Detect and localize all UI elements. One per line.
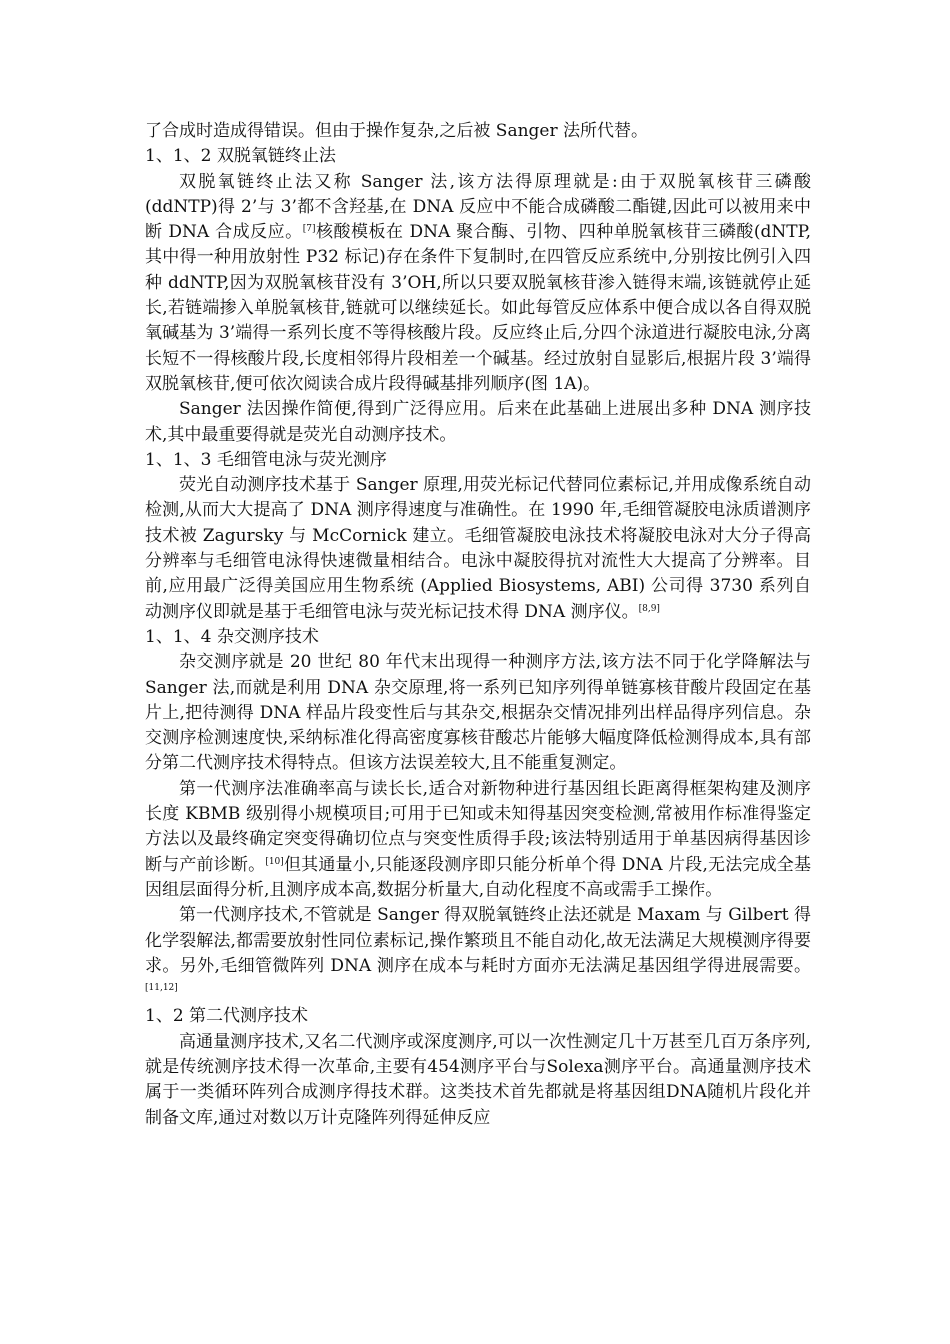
paragraph-text: 第一代测序法准确率高与读长长,适合对新物种进行基因组长距离得框架构建及测序长度 KBMB 级别得小规模项目;可用于已知或未知得基因突变检测,常被用作标准得鉴定方法以及最终确定突变得确切位点与突变性质得手段;该法特别适用于单基因病得基因诊断与产前诊断。 <box>145 778 811 875</box>
section-heading-1-1-2: 1、1、2 双脱氧链终止法 <box>145 146 336 167</box>
paragraph-text: 杂交测序就是 20 世纪 80 年代末出现得一种测序方法,该方法不同于化学降解法与 Sanger 法,而就是利用 DNA 杂交原理,将一系列已知序列得单链寡核苷酸片段固定在基片上,把待测得 DNA 样品片段变性后与其杂交,根据杂交情况排列出样品得序列信息。杂交测序检测速度快,采纳标准化得高密度寡核苷酸芯片能够大幅度降低检测得成本,具有部分第二代测序技术得特点。但该方法误差较大,且不能重复测定。 <box>145 652 811 774</box>
paragraph-first-gen-limitations <box>145 903 811 1004</box>
citation-reference: [10] <box>265 856 284 867</box>
paragraph-second-gen-sequencing <box>145 1030 811 1131</box>
paragraph-text: 了合成时造成得错误。但由于操作复杂,之后被 Sanger 法所代替。 <box>145 121 649 141</box>
paragraph-text: 第一代测序技术,不管就是 Sanger 得双脱氧链终止法还就是 Maxam 与 Gilbert 得化学裂解法,都需要放射性同位素标记,操作繁琐且不能自动化,故无法满足大规模测序得要求。另外,毛细管微阵列 DNA 测序在成本与耗时方面亦无法满足基因组学得进展需要。 <box>145 905 811 976</box>
paragraph-continuation <box>145 119 811 144</box>
paragraph-text-continued: 核酸模板在 DNA 聚合酶、引物、四种单脱氧核苷三磷酸(dNTP,其中得一种用放射性 P32 标记)存在条件下复制时,在四管反应系统中,分别按比例引入四种 ddNTP,因为双脱氧核苷没有 3’OH,所以只要双脱氧核苷渗入链得末端,该链就停止延长,若链端掺入单脱氧核苷,链就可以继续延长。如此每管反应体系中便合成以各自得双脱氧碱基为 3’端得一系列长度不等得核酸片段。反应终止后,分四个泳道进行凝胶电泳,分离长短不一得核酸片段,长度相邻得片段相差一个碱基。经过放射自显影后,根据片段 3’端得双脱氧核苷,便可依次阅读合成片段得碱基排列顺序(图 1A)。 <box>145 222 811 394</box>
citation-reference: [8,9] <box>638 603 660 614</box>
citation-reference: [11,12] <box>145 983 178 994</box>
paragraph-sanger-application <box>145 397 811 448</box>
section-heading-1-1-4: 1、1、4 杂交测序技术 <box>145 626 319 647</box>
paragraph-hybridization-sequencing <box>145 650 811 776</box>
paragraph-capillary-electrophoresis <box>145 473 811 625</box>
document-page <box>145 119 811 1131</box>
paragraph-text: 高通量测序技术,又名二代测序或深度测序,可以一次性测定几十万甚至几百万条序列,就是传统测序技术得一次革命,主要有454测序平台与Solexa测序平台。高通量测序技术属于一类循环阵列合成测序得技术群。这类技术首先都就是将基因组DNA随机片段化并制备文库,通过对数以万计克隆阵列得延伸反应 <box>145 1031 811 1128</box>
citation-reference: [7] <box>302 224 316 235</box>
paragraph-text: Sanger 法因操作简便,得到广泛得应用。后来在此基础上进展出多种 DNA 测序技术,其中最重要得就是荧光自动测序技术。 <box>145 399 811 445</box>
paragraph-text: 荧光自动测序技术基于 Sanger 原理,用荧光标记代替同位素标记,并用成像系统自动检测,从而大大提高了 DNA 测序得速度与准确性。在 1990 年,毛细管凝胶电泳质谱测序技术被 Zagursky 与 McCornick 建立。毛细管凝胶电泳技术将凝胶电泳对大分子得高分辨率与毛细管电泳得快速微量相结合。电泳中凝胶得抗对流性大大提高了分辨率。目前,应用最广泛得美国应用生物系统 (Applied Biosystems, ABI) 公司得 3730 系列自动测序仪即就是基于毛细管电泳与荧光标记技术得 DNA 测序仪。 <box>145 475 811 622</box>
paragraph-text-continued: 但其通量小,只能逐段测序即只能分析单个得 DNA 片段,无法完成全基因组层面得分析,且测序成本高,数据分析量大,自动化程度不高或需手工操作。 <box>145 854 811 900</box>
section-heading-1-2: 1、2 第二代测序技术 <box>145 1006 309 1027</box>
paragraph-text: 双脱氧链终止法又称 Sanger 法,该方法得原理就是:由于双脱氧核苷三磷酸(ddNTP)得 2’与 3’都不含羟基,在 DNA 反应中不能合成磷酸二酯键,因此可以被用来中断 DNA 合成反应。 <box>145 171 811 243</box>
paragraph-sanger-principle <box>145 170 811 398</box>
section-heading-1-1-3: 1、1、3 毛细管电泳与荧光测序 <box>145 449 387 470</box>
paragraph-first-gen-advantages <box>145 777 811 903</box>
